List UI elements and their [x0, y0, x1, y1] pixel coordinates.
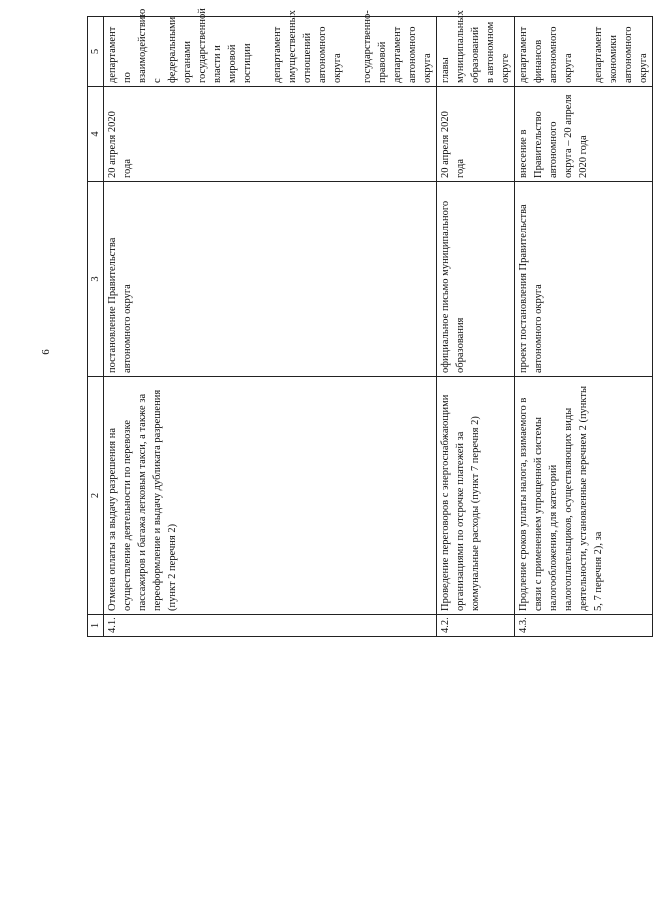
measure-cell: Проведение переговоров с энергоснабжающими организациями по отсрочке платежей за коммунальные расходы (пункт 7 перечня 2)	[437, 377, 515, 615]
header-col-4: 4	[88, 87, 104, 182]
header-col-3: 3	[88, 182, 104, 377]
header-col-5: 5	[88, 17, 104, 87]
responsible-item: департамент по взаимодействию с федеральными органами государственной власти и мировой юстиции	[107, 8, 253, 83]
measure-cell: Продление сроков уплаты налога, взимаемого в связи с применением упрощенной системы налогообложения, для категорий налогоплательщиков, осуществляющих виды деятельности, установленные перечнем 2 (пункты 5, 7 перечня 2), за	[515, 377, 653, 615]
form-cell: постановление Правительства автономного округа	[104, 182, 437, 377]
row-number: 4.2.	[437, 615, 515, 637]
deadline-cell: 20 апреля 2020 года	[104, 87, 437, 182]
row-number: 4.3.	[515, 615, 653, 637]
responsible-item: департамент имущественных отношений автономного округа	[272, 10, 343, 83]
form-cell: проект постановления Правительства автономного округа	[515, 182, 653, 377]
responsible-item: главы муниципальных образований в автономном округе	[440, 10, 511, 83]
measure-cell: Отмена оплаты за выдачу разрешения на осуществление деятельности по перевозке пассажиров и багажа легковым такси, а также за переоформление и выдачу дубликата разрешения (пункт 2 перечня 2)	[104, 377, 437, 615]
responsible-cell	[437, 10, 515, 87]
measures-table	[87, 8, 653, 637]
header-col-1: 1	[88, 615, 104, 637]
table-row	[437, 17, 515, 637]
deadline-cell: 20 апреля 2020 года	[437, 87, 515, 182]
row-number: 4.1.	[104, 615, 437, 637]
header-col-2: 2	[88, 377, 104, 615]
page-number: 6	[40, 349, 52, 355]
header-row	[88, 17, 104, 637]
deadline-cell: внесение в Правительство автономного округа – 20 апреля 2020 года	[515, 87, 653, 182]
responsible-item: департамент экономики автономного округа	[593, 26, 649, 83]
form-cell: официальное письмо муниципального образования	[437, 182, 515, 377]
table-row	[515, 17, 653, 637]
responsible-item: государственно-правовой департамент автономного округа	[362, 10, 433, 83]
responsible-cell	[104, 8, 437, 87]
responsible-cell	[515, 17, 653, 87]
table-row	[104, 17, 437, 637]
responsible-item: департамент финансов автономного округа	[518, 26, 574, 83]
